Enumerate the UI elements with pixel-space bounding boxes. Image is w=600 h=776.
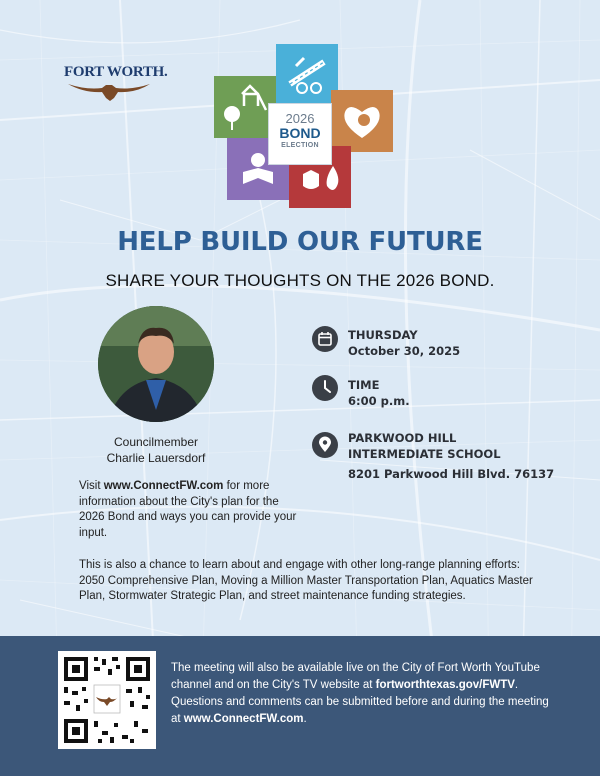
location-address: 8201 Parkwood Hill Blvd. 76137 bbox=[348, 467, 555, 481]
footer-connectfw-link[interactable]: www.ConnectFW.com bbox=[183, 713, 304, 725]
councilmember-portrait bbox=[98, 306, 214, 422]
date-label: THURSDAY bbox=[348, 328, 418, 342]
calendar-icon bbox=[312, 326, 338, 352]
connectfw-link[interactable]: www.ConnectFW.com bbox=[103, 480, 224, 492]
footer-text-part1: The meeting will also be available live on the City of Fort Worth YouTube channel and on the City's TV website at bbox=[171, 662, 540, 691]
bond-year: 2026 bbox=[285, 111, 315, 126]
tile-transportation bbox=[276, 44, 338, 104]
footer-text bbox=[171, 660, 551, 728]
footer-text-part3: . bbox=[303, 713, 307, 725]
fort-worth-logo bbox=[64, 62, 168, 102]
subheadline: SHARE YOUR THOUGHTS ON THE 2026 BOND. bbox=[105, 271, 495, 290]
speaker-role: Councilmember bbox=[113, 435, 199, 449]
visit-paragraph bbox=[79, 479, 299, 541]
event-date bbox=[348, 327, 460, 359]
location-line1: PARKWOOD HILL bbox=[348, 431, 457, 445]
location-pin-icon bbox=[312, 432, 338, 458]
visit-prefix: Visit bbox=[79, 480, 104, 492]
tile-parks bbox=[214, 76, 276, 138]
logo-text: FORT WORTH. bbox=[64, 64, 168, 80]
location-line2: INTERMEDIATE SCHOOL bbox=[348, 447, 501, 461]
bond-word: BOND bbox=[279, 125, 321, 141]
date-value: October 30, 2025 bbox=[348, 344, 461, 358]
qr-code[interactable] bbox=[58, 651, 156, 749]
footer-text-part2: . Questions and comments can be submitted before and during the meeting at bbox=[171, 679, 549, 725]
visit-suffix: for more information about the City's plan for the 2026 Bond and ways you can provide your input. bbox=[79, 480, 297, 539]
fwtv-link[interactable]: fortworthtexas.gov/FWTV bbox=[375, 679, 515, 691]
clock-icon bbox=[312, 375, 338, 401]
event-time bbox=[348, 377, 410, 409]
time-label: TIME bbox=[348, 378, 380, 392]
speaker-name: Charlie Lauersdorf bbox=[106, 451, 206, 465]
headline: HELP BUILD OUR FUTURE bbox=[117, 227, 483, 257]
bond-election-label: ELECTION bbox=[281, 142, 319, 149]
time-value: 6:00 p.m. bbox=[348, 394, 410, 408]
longhorn-icon bbox=[66, 80, 152, 102]
bond-election-badge bbox=[268, 103, 332, 165]
event-location bbox=[348, 430, 554, 482]
other-plans-paragraph: This is also a chance to learn about and engage with other long-range planning efforts: 2050 Comprehensive Plan, Moving a Million Master Transportation Plan, Aquatics Master Plan, Stormwater Strategic Plan, and street maintenance funding strategies. bbox=[79, 559, 533, 602]
tile-health bbox=[331, 90, 393, 152]
